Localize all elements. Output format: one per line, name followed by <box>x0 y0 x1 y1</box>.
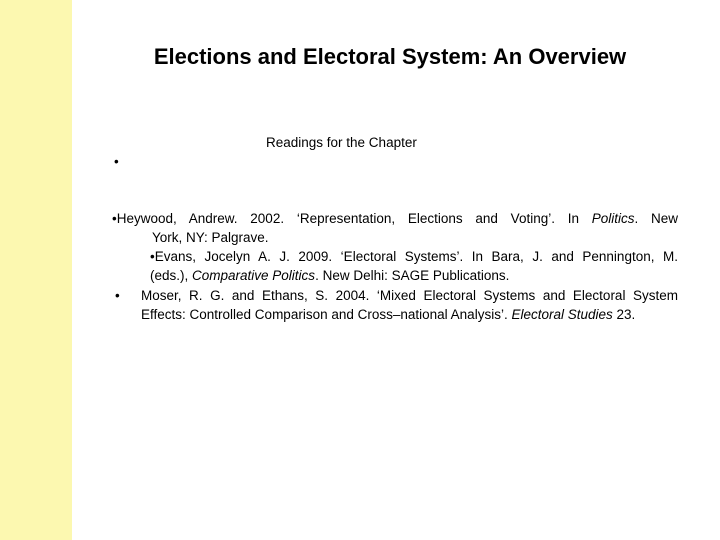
empty-bullet: • <box>114 154 119 169</box>
reference-evans <box>150 247 678 285</box>
reference-text: (eds.), <box>150 268 193 283</box>
slide-title: Elections and Electoral System: An Overview <box>153 44 627 69</box>
sidebar-band <box>0 0 72 540</box>
reference-line <box>112 228 678 247</box>
reference-text: . New Delhi: SAGE Publications. <box>315 268 510 283</box>
reference-text: Moser, R. G. and Ethans, S. 2004. ‘Mixed Electoral Systems and Electoral System <box>141 288 678 303</box>
reference-line <box>150 266 678 285</box>
reference-journal-title: Electoral Studies <box>511 307 613 322</box>
reference-heywood <box>112 209 678 247</box>
reference-line <box>112 305 678 324</box>
reference-line <box>112 286 678 305</box>
reference-line <box>150 247 678 266</box>
reference-text: Evans, Jocelyn A. J. 2009. ‘Electoral Systems’. In Bara, J. and Pennington, M. <box>154 249 678 264</box>
bullet: • <box>115 288 120 303</box>
reference-text: 23. <box>612 307 636 322</box>
reference-text: York, NY: Palgrave. <box>152 230 269 245</box>
reference-book-title: Politics <box>591 211 635 226</box>
bullet: • <box>150 249 155 264</box>
bullet: • <box>112 211 117 226</box>
reference-line <box>112 209 678 228</box>
reference-moser <box>112 286 678 324</box>
reference-text: Effects: Controlled Comparison and Cross–national Analysis’. <box>141 307 512 322</box>
reference-text: Heywood, Andrew. 2002. ‘Representation, Elections and Voting’. In <box>116 211 592 226</box>
readings-heading: Readings for the Chapter <box>266 135 417 150</box>
reference-book-title: Comparative Politics <box>192 268 316 283</box>
reference-text: . New <box>634 211 678 226</box>
